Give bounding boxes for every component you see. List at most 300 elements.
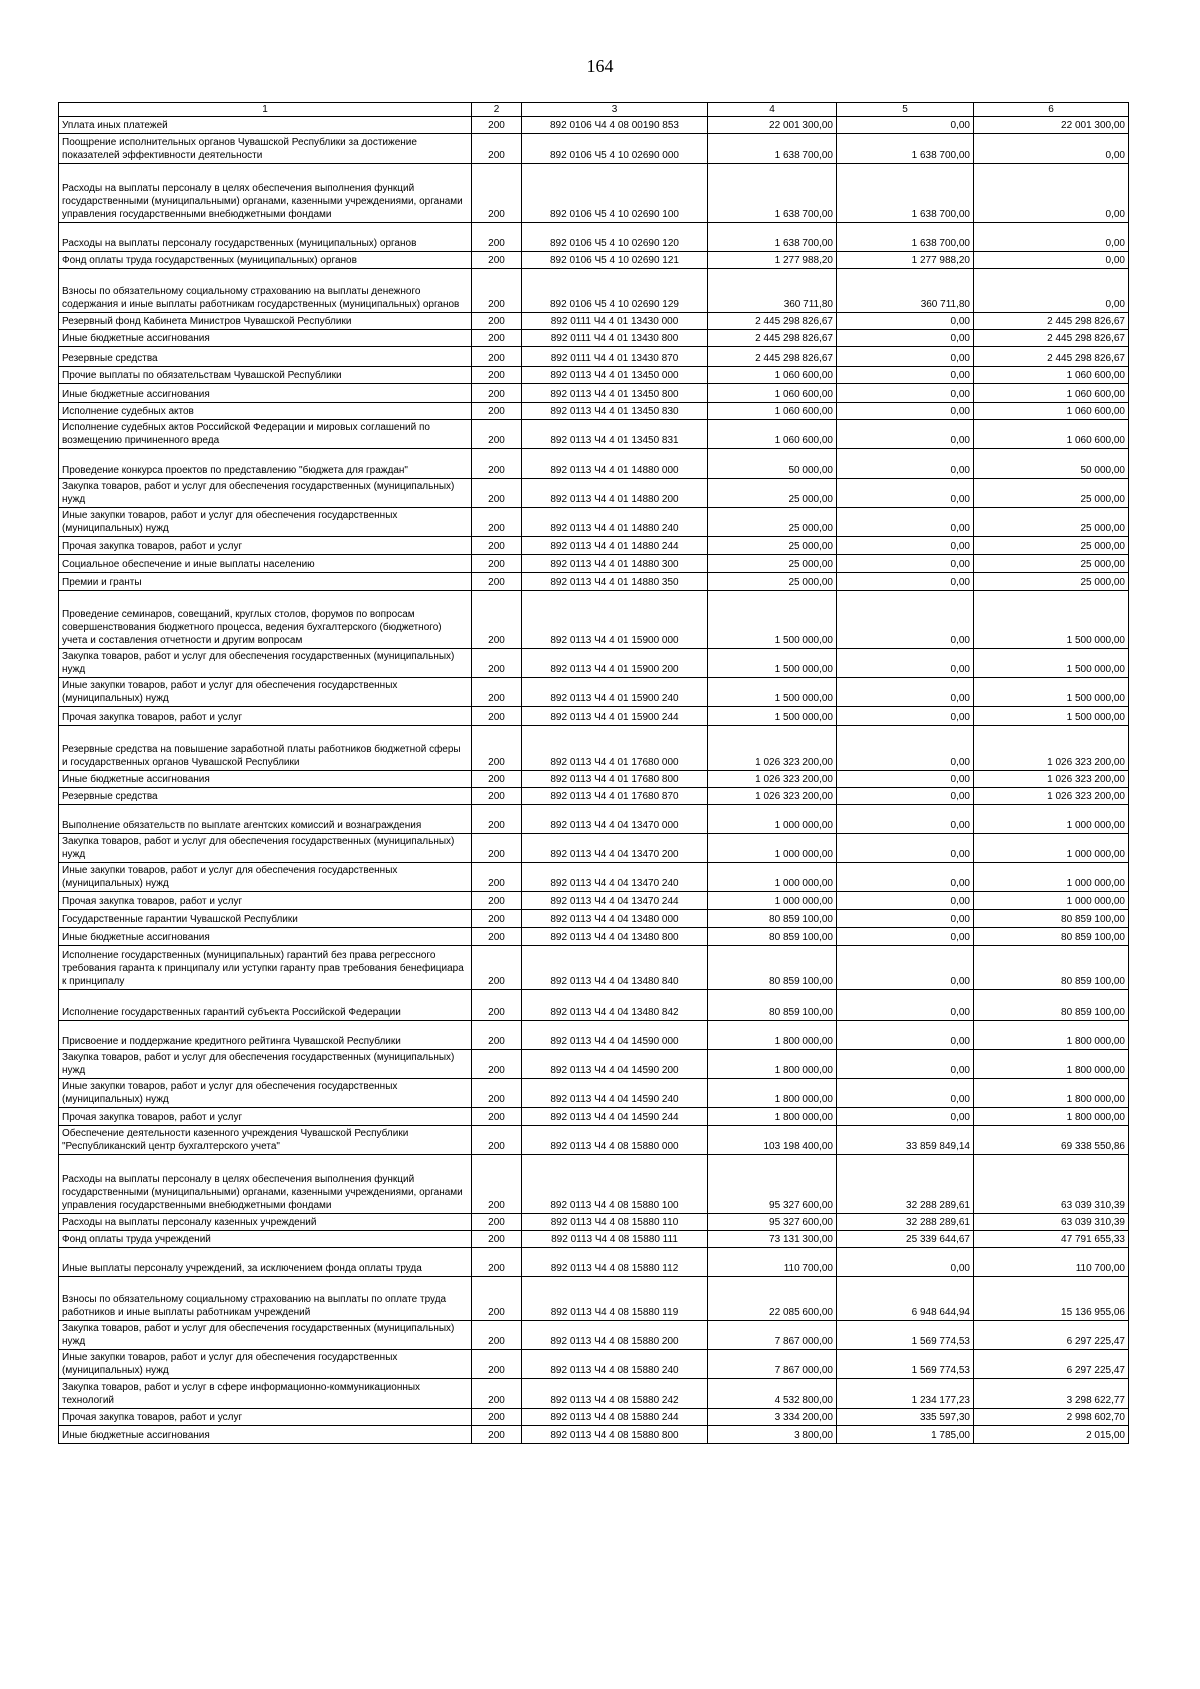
item-name-cell: Прочая закупка товаров, работ и услуг [59, 892, 472, 910]
amount-col6-cell: 1 500 000,00 [974, 649, 1129, 678]
amount-col5-cell: 0,00 [837, 330, 974, 347]
status-code-cell: 200 [472, 928, 522, 946]
status-code-cell: 200 [472, 1379, 522, 1409]
status-code-cell: 200 [472, 1409, 522, 1426]
item-name-cell: Иные закупки товаров, работ и услуг для обеспечения государственных (муниципальных) нужд [59, 1350, 472, 1379]
budget-code-cell: 892 0113 Ч4 4 04 14590 240 [522, 1079, 708, 1108]
budget-code-cell: 892 0113 Ч4 4 08 15880 110 [522, 1214, 708, 1231]
amount-col5-cell: 0,00 [837, 946, 974, 990]
amount-col5-cell: 1 277 988,20 [837, 252, 974, 269]
budget-code-cell: 892 0113 Ч4 4 08 15880 244 [522, 1409, 708, 1426]
budget-code-cell: 892 0106 Ч5 4 10 02690 129 [522, 269, 708, 313]
amount-col4-cell: 25 000,00 [708, 537, 837, 555]
budget-execution-table [58, 102, 1129, 1444]
column-header: 3 [522, 103, 708, 117]
status-code-cell: 200 [472, 805, 522, 834]
amount-col5-cell: 0,00 [837, 771, 974, 788]
column-header: 6 [974, 103, 1129, 117]
item-name-cell: Закупка товаров, работ и услуг для обеспечения государственных (муниципальных) нужд [59, 834, 472, 863]
amount-col6-cell: 69 338 550,86 [974, 1126, 1129, 1155]
budget-code-cell: 892 0113 Ч4 4 04 13470 240 [522, 863, 708, 892]
amount-col4-cell: 25 000,00 [708, 573, 837, 591]
amount-col5-cell: 0,00 [837, 834, 974, 863]
table-row [59, 164, 1129, 223]
item-name-cell: Резервные средства [59, 347, 472, 367]
status-code-cell: 200 [472, 1321, 522, 1350]
table-row [59, 1350, 1129, 1379]
budget-code-cell: 892 0106 Ч5 4 10 02690 100 [522, 164, 708, 223]
table-row [59, 928, 1129, 946]
table-row [59, 990, 1129, 1021]
amount-col5-cell: 0,00 [837, 508, 974, 537]
item-name-cell: Проведение конкурса проектов по представлению "бюджета для граждан" [59, 449, 472, 479]
amount-col6-cell: 1 000 000,00 [974, 805, 1129, 834]
budget-code-cell: 892 0106 Ч5 4 10 02690 121 [522, 252, 708, 269]
status-code-cell: 200 [472, 1426, 522, 1444]
amount-col6-cell: 1 800 000,00 [974, 1050, 1129, 1079]
status-code-cell: 200 [472, 573, 522, 591]
budget-code-cell: 892 0113 Ч4 4 01 13450 831 [522, 420, 708, 449]
amount-col4-cell: 360 711,80 [708, 269, 837, 313]
amount-col5-cell: 1 638 700,00 [837, 223, 974, 252]
item-name-cell: Закупка товаров, работ и услуг для обеспечения государственных (муниципальных) нужд [59, 1321, 472, 1350]
amount-col5-cell: 33 859 849,14 [837, 1126, 974, 1155]
status-code-cell: 200 [472, 269, 522, 313]
item-name-cell: Прочая закупка товаров, работ и услуг [59, 1108, 472, 1126]
amount-col5-cell: 360 711,80 [837, 269, 974, 313]
item-name-cell: Прочая закупка товаров, работ и услуг [59, 537, 472, 555]
amount-col4-cell: 25 000,00 [708, 555, 837, 573]
status-code-cell: 200 [472, 1214, 522, 1231]
table-row [59, 591, 1129, 649]
item-name-cell: Иные выплаты персоналу учреждений, за исключением фонда оплаты труда [59, 1248, 472, 1277]
amount-col4-cell: 2 445 298 826,67 [708, 347, 837, 367]
table-row [59, 863, 1129, 892]
status-code-cell: 200 [472, 1231, 522, 1248]
budget-code-cell: 892 0106 Ч4 4 08 00190 853 [522, 117, 708, 134]
amount-col6-cell: 25 000,00 [974, 573, 1129, 591]
table-row [59, 946, 1129, 990]
item-name-cell: Взносы по обязательному социальному страхованию на выплаты по оплате труда работников и иные выплаты работникам учреждений [59, 1277, 472, 1321]
amount-col5-cell: 6 948 644,94 [837, 1277, 974, 1321]
amount-col4-cell: 2 445 298 826,67 [708, 330, 837, 347]
item-name-cell: Обеспечение деятельности казенного учреждения Чувашской Республики "Республиканский центр бухгалтерского учета" [59, 1126, 472, 1155]
status-code-cell: 200 [472, 367, 522, 384]
item-name-cell: Иные бюджетные ассигнования [59, 1426, 472, 1444]
status-code-cell: 200 [472, 1126, 522, 1155]
amount-col6-cell: 2 445 298 826,67 [974, 313, 1129, 330]
budget-code-cell: 892 0113 Ч4 4 01 15900 240 [522, 678, 708, 707]
budget-code-cell: 892 0113 Ч4 4 08 15880 800 [522, 1426, 708, 1444]
table-row [59, 508, 1129, 537]
amount-col5-cell: 0,00 [837, 403, 974, 420]
budget-code-cell: 892 0113 Ч4 4 04 14590 000 [522, 1021, 708, 1050]
item-name-cell: Исполнение государственных гарантий субъекта Российской Федерации [59, 990, 472, 1021]
status-code-cell: 200 [472, 771, 522, 788]
status-code-cell: 200 [472, 649, 522, 678]
table-row [59, 707, 1129, 726]
amount-col6-cell: 25 000,00 [974, 537, 1129, 555]
budget-code-cell: 892 0113 Ч4 4 04 13480 840 [522, 946, 708, 990]
status-code-cell: 200 [472, 164, 522, 223]
table-row [59, 1426, 1129, 1444]
amount-col5-cell: 0,00 [837, 117, 974, 134]
budget-code-cell: 892 0113 Ч4 4 04 13470 000 [522, 805, 708, 834]
amount-col5-cell: 0,00 [837, 649, 974, 678]
budget-code-cell: 892 0113 Ч4 4 01 14880 350 [522, 573, 708, 591]
status-code-cell: 200 [472, 678, 522, 707]
amount-col5-cell: 335 597,30 [837, 1409, 974, 1426]
table-row [59, 1108, 1129, 1126]
table-row [59, 117, 1129, 134]
amount-col4-cell: 7 867 000,00 [708, 1321, 837, 1350]
item-name-cell: Иные закупки товаров, работ и услуг для обеспечения государственных (муниципальных) нужд [59, 678, 472, 707]
table-row [59, 788, 1129, 805]
status-code-cell: 200 [472, 117, 522, 134]
amount-col6-cell: 63 039 310,39 [974, 1214, 1129, 1231]
page-number: 164 [586, 56, 614, 76]
amount-col6-cell: 1 060 600,00 [974, 403, 1129, 420]
budget-code-cell: 892 0113 Ч4 4 01 17680 800 [522, 771, 708, 788]
amount-col5-cell: 0,00 [837, 805, 974, 834]
budget-code-cell: 892 0113 Ч4 4 04 13470 244 [522, 892, 708, 910]
status-code-cell: 200 [472, 1155, 522, 1214]
item-name-cell: Иные бюджетные ассигнования [59, 384, 472, 403]
budget-code-cell: 892 0113 Ч4 4 08 15880 000 [522, 1126, 708, 1155]
budget-code-cell: 892 0111 Ч4 4 01 13430 870 [522, 347, 708, 367]
budget-code-cell: 892 0113 Ч4 4 08 15880 112 [522, 1248, 708, 1277]
amount-col6-cell: 0,00 [974, 164, 1129, 223]
amount-col4-cell: 80 859 100,00 [708, 946, 837, 990]
amount-col6-cell: 2 015,00 [974, 1426, 1129, 1444]
amount-col6-cell: 80 859 100,00 [974, 928, 1129, 946]
amount-col4-cell: 1 500 000,00 [708, 707, 837, 726]
amount-col5-cell: 25 339 644,67 [837, 1231, 974, 1248]
budget-code-cell: 892 0111 Ч4 4 01 13430 000 [522, 313, 708, 330]
amount-col4-cell: 25 000,00 [708, 508, 837, 537]
status-code-cell: 200 [472, 313, 522, 330]
amount-col5-cell: 32 288 289,61 [837, 1214, 974, 1231]
budget-code-cell: 892 0113 Ч4 4 01 14880 244 [522, 537, 708, 555]
amount-col5-cell: 1 785,00 [837, 1426, 974, 1444]
amount-col6-cell: 6 297 225,47 [974, 1321, 1129, 1350]
amount-col6-cell: 1 060 600,00 [974, 367, 1129, 384]
amount-col4-cell: 1 000 000,00 [708, 834, 837, 863]
column-header: 5 [837, 103, 974, 117]
table-row [59, 134, 1129, 164]
status-code-cell: 200 [472, 990, 522, 1021]
item-name-cell: Поощрение исполнительных органов Чувашской Республики за достижение показателей эффективности деятельности [59, 134, 472, 164]
status-code-cell: 200 [472, 788, 522, 805]
amount-col5-cell: 0,00 [837, 990, 974, 1021]
budget-code-cell: 892 0113 Ч4 4 01 13450 830 [522, 403, 708, 420]
budget-code-cell: 892 0113 Ч4 4 04 14590 244 [522, 1108, 708, 1126]
table-row [59, 771, 1129, 788]
table-row [59, 1409, 1129, 1426]
status-code-cell: 200 [472, 420, 522, 449]
amount-col6-cell: 80 859 100,00 [974, 946, 1129, 990]
status-code-cell: 200 [472, 1248, 522, 1277]
amount-col4-cell: 1 800 000,00 [708, 1079, 837, 1108]
amount-col5-cell: 0,00 [837, 347, 974, 367]
item-name-cell: Исполнение судебных актов Российской Федерации и мировых соглашений по возмещению причиненного вреда [59, 420, 472, 449]
amount-col4-cell: 1 026 323 200,00 [708, 726, 837, 771]
budget-code-cell: 892 0106 Ч5 4 10 02690 000 [522, 134, 708, 164]
table-row [59, 555, 1129, 573]
amount-col6-cell: 25 000,00 [974, 508, 1129, 537]
amount-col6-cell: 1 000 000,00 [974, 892, 1129, 910]
budget-code-cell: 892 0111 Ч4 4 01 13430 800 [522, 330, 708, 347]
status-code-cell: 200 [472, 479, 522, 508]
item-name-cell: Расходы на выплаты персоналу в целях обеспечения выполнения функций государственными (муниципальными) органами, казенными учреждениями, органами управления государственными внебюджетными фондами [59, 164, 472, 223]
item-name-cell: Закупка товаров, работ и услуг для обеспечения государственных (муниципальных) нужд [59, 479, 472, 508]
item-name-cell: Иные закупки товаров, работ и услуг для обеспечения государственных (муниципальных) нужд [59, 508, 472, 537]
budget-code-cell: 892 0113 Ч4 4 08 15880 240 [522, 1350, 708, 1379]
item-name-cell: Иные бюджетные ассигнования [59, 771, 472, 788]
amount-col4-cell: 3 334 200,00 [708, 1409, 837, 1426]
amount-col6-cell: 1 060 600,00 [974, 420, 1129, 449]
amount-col5-cell: 0,00 [837, 1108, 974, 1126]
amount-col6-cell: 1 060 600,00 [974, 384, 1129, 403]
amount-col6-cell: 1 026 323 200,00 [974, 788, 1129, 805]
amount-col6-cell: 2 445 298 826,67 [974, 347, 1129, 367]
amount-col4-cell: 80 859 100,00 [708, 928, 837, 946]
item-name-cell: Прочая закупка товаров, работ и услуг [59, 1409, 472, 1426]
amount-col4-cell: 1 500 000,00 [708, 649, 837, 678]
item-name-cell: Иные закупки товаров, работ и услуг для обеспечения государственных (муниципальных) нужд [59, 863, 472, 892]
amount-col6-cell: 25 000,00 [974, 479, 1129, 508]
amount-col5-cell: 0,00 [837, 1248, 974, 1277]
item-name-cell: Иные бюджетные ассигнования [59, 928, 472, 946]
item-name-cell: Проведение семинаров, совещаний, круглых столов, форумов по вопросам совершенствования бюджетного процесса, ведения бухгалтерского (бюджетного) учета и составления отчетности и другим вопросам [59, 591, 472, 649]
amount-col6-cell: 2 445 298 826,67 [974, 330, 1129, 347]
amount-col6-cell: 1 026 323 200,00 [974, 771, 1129, 788]
table-row [59, 649, 1129, 678]
amount-col4-cell: 1 000 000,00 [708, 863, 837, 892]
table-row [59, 1248, 1129, 1277]
item-name-cell: Государственные гарантии Чувашской Республики [59, 910, 472, 928]
amount-col6-cell: 6 297 225,47 [974, 1350, 1129, 1379]
status-code-cell: 200 [472, 892, 522, 910]
table-row [59, 1379, 1129, 1409]
budget-code-cell: 892 0113 Ч4 4 04 13480 800 [522, 928, 708, 946]
amount-col4-cell: 3 800,00 [708, 1426, 837, 1444]
amount-col6-cell: 1 000 000,00 [974, 863, 1129, 892]
amount-col4-cell: 1 060 600,00 [708, 420, 837, 449]
status-code-cell: 200 [472, 223, 522, 252]
item-name-cell: Фонд оплаты труда государственных (муниципальных) органов [59, 252, 472, 269]
budget-code-cell: 892 0113 Ч4 4 01 13450 800 [522, 384, 708, 403]
amount-col6-cell: 80 859 100,00 [974, 990, 1129, 1021]
amount-col6-cell: 1 026 323 200,00 [974, 726, 1129, 771]
column-number-header-row [59, 103, 1129, 117]
table-row [59, 1231, 1129, 1248]
amount-col5-cell: 0,00 [837, 479, 974, 508]
column-header: 1 [59, 103, 472, 117]
item-name-cell: Расходы на выплаты персоналу в целях обеспечения выполнения функций государственными (муниципальными) органами, казенными учреждениями, органами управления государственными внебюджетными фондами [59, 1155, 472, 1214]
table-row [59, 347, 1129, 367]
item-name-cell: Выполнение обязательств по выплате агентских комиссий и вознаграждения [59, 805, 472, 834]
amount-col4-cell: 95 327 600,00 [708, 1155, 837, 1214]
amount-col6-cell: 0,00 [974, 252, 1129, 269]
amount-col5-cell: 0,00 [837, 449, 974, 479]
budget-code-cell: 892 0113 Ч4 4 01 14880 240 [522, 508, 708, 537]
amount-col5-cell: 0,00 [837, 537, 974, 555]
status-code-cell: 200 [472, 403, 522, 420]
item-name-cell: Резервный фонд Кабинета Министров Чувашской Республики [59, 313, 472, 330]
amount-col5-cell: 0,00 [837, 367, 974, 384]
table-row [59, 573, 1129, 591]
budget-code-cell: 892 0113 Ч4 4 01 15900 200 [522, 649, 708, 678]
amount-col5-cell: 1 569 774,53 [837, 1321, 974, 1350]
amount-col4-cell: 1 500 000,00 [708, 678, 837, 707]
table-row [59, 367, 1129, 384]
table-row [59, 1079, 1129, 1108]
amount-col4-cell: 22 001 300,00 [708, 117, 837, 134]
status-code-cell: 200 [472, 726, 522, 771]
amount-col5-cell: 1 234 177,23 [837, 1379, 974, 1409]
item-name-cell: Резервные средства [59, 788, 472, 805]
item-name-cell: Фонд оплаты труда учреждений [59, 1231, 472, 1248]
status-code-cell: 200 [472, 946, 522, 990]
amount-col6-cell: 1 000 000,00 [974, 834, 1129, 863]
amount-col5-cell: 1 569 774,53 [837, 1350, 974, 1379]
table-row [59, 313, 1129, 330]
amount-col4-cell: 1 800 000,00 [708, 1050, 837, 1079]
amount-col6-cell: 0,00 [974, 134, 1129, 164]
amount-col4-cell: 1 800 000,00 [708, 1021, 837, 1050]
table-row [59, 269, 1129, 313]
table-row [59, 910, 1129, 928]
status-code-cell: 200 [472, 134, 522, 164]
status-code-cell: 200 [472, 508, 522, 537]
amount-col6-cell: 110 700,00 [974, 1248, 1129, 1277]
amount-col5-cell: 0,00 [837, 910, 974, 928]
amount-col6-cell: 1 500 000,00 [974, 678, 1129, 707]
budget-code-cell: 892 0113 Ч4 4 04 13470 200 [522, 834, 708, 863]
status-code-cell: 200 [472, 1350, 522, 1379]
amount-col5-cell: 0,00 [837, 1050, 974, 1079]
amount-col4-cell: 22 085 600,00 [708, 1277, 837, 1321]
budget-code-cell: 892 0113 Ч4 4 04 13480 842 [522, 990, 708, 1021]
amount-col5-cell: 0,00 [837, 892, 974, 910]
amount-col5-cell: 0,00 [837, 591, 974, 649]
amount-col5-cell: 0,00 [837, 1079, 974, 1108]
amount-col6-cell: 25 000,00 [974, 555, 1129, 573]
amount-col4-cell: 95 327 600,00 [708, 1214, 837, 1231]
amount-col4-cell: 1 026 323 200,00 [708, 771, 837, 788]
amount-col4-cell: 25 000,00 [708, 479, 837, 508]
table-row [59, 252, 1129, 269]
item-name-cell: Взносы по обязательному социальному страхованию на выплаты денежного содержания и иные выплаты работникам государственных (муниципальных) органов [59, 269, 472, 313]
table-row [59, 1321, 1129, 1350]
table-row [59, 330, 1129, 347]
amount-col4-cell: 1 500 000,00 [708, 591, 837, 649]
amount-col4-cell: 80 859 100,00 [708, 910, 837, 928]
amount-col5-cell: 0,00 [837, 555, 974, 573]
table-row [59, 403, 1129, 420]
amount-col6-cell: 63 039 310,39 [974, 1155, 1129, 1214]
item-name-cell: Закупка товаров, работ и услуг в сфере информационно-коммуникационных технологий [59, 1379, 472, 1409]
amount-col5-cell: 1 638 700,00 [837, 164, 974, 223]
item-name-cell: Резервные средства на повышение заработной платы работников бюджетной сферы и государственных органов Чувашской Республики [59, 726, 472, 771]
amount-col4-cell: 73 131 300,00 [708, 1231, 837, 1248]
budget-code-cell: 892 0113 Ч4 4 01 17680 870 [522, 788, 708, 805]
item-name-cell: Расходы на выплаты персоналу казенных учреждений [59, 1214, 472, 1231]
item-name-cell: Закупка товаров, работ и услуг для обеспечения государственных (муниципальных) нужд [59, 649, 472, 678]
item-name-cell: Исполнение государственных (муниципальных) гарантий без права регрессного требования гаранта к принципалу или уступки гаранту прав требования бенефициара к принципалу [59, 946, 472, 990]
budget-code-cell: 892 0113 Ч4 4 01 14880 300 [522, 555, 708, 573]
item-name-cell: Иные закупки товаров, работ и услуг для обеспечения государственных (муниципальных) нужд [59, 1079, 472, 1108]
table-row [59, 1277, 1129, 1321]
amount-col5-cell: 0,00 [837, 726, 974, 771]
table-row [59, 1126, 1129, 1155]
table-row [59, 834, 1129, 863]
status-code-cell: 200 [472, 863, 522, 892]
amount-col4-cell: 7 867 000,00 [708, 1350, 837, 1379]
item-name-cell: Премии и гранты [59, 573, 472, 591]
amount-col4-cell: 2 445 298 826,67 [708, 313, 837, 330]
amount-col6-cell: 47 791 655,33 [974, 1231, 1129, 1248]
status-code-cell: 200 [472, 555, 522, 573]
table-row [59, 537, 1129, 555]
budget-code-cell: 892 0113 Ч4 4 01 14880 000 [522, 449, 708, 479]
amount-col6-cell: 15 136 955,06 [974, 1277, 1129, 1321]
amount-col4-cell: 1 638 700,00 [708, 223, 837, 252]
item-name-cell: Закупка товаров, работ и услуг для обеспечения государственных (муниципальных) нужд [59, 1050, 472, 1079]
amount-col5-cell: 0,00 [837, 1021, 974, 1050]
amount-col5-cell: 0,00 [837, 928, 974, 946]
table-row [59, 449, 1129, 479]
status-code-cell: 200 [472, 834, 522, 863]
column-header: 2 [472, 103, 522, 117]
status-code-cell: 200 [472, 252, 522, 269]
table-body [59, 117, 1129, 1444]
status-code-cell: 200 [472, 537, 522, 555]
amount-col5-cell: 0,00 [837, 678, 974, 707]
amount-col4-cell: 103 198 400,00 [708, 1126, 837, 1155]
amount-col6-cell: 1 800 000,00 [974, 1021, 1129, 1050]
amount-col4-cell: 110 700,00 [708, 1248, 837, 1277]
amount-col4-cell: 1 800 000,00 [708, 1108, 837, 1126]
amount-col5-cell: 1 638 700,00 [837, 134, 974, 164]
amount-col5-cell: 0,00 [837, 313, 974, 330]
item-name-cell: Присвоение и поддержание кредитного рейтинга Чувашской Республики [59, 1021, 472, 1050]
budget-code-cell: 892 0113 Ч4 4 08 15880 119 [522, 1277, 708, 1321]
amount-col4-cell: 1 060 600,00 [708, 367, 837, 384]
status-code-cell: 200 [472, 1021, 522, 1050]
amount-col5-cell: 0,00 [837, 863, 974, 892]
status-code-cell: 200 [472, 1050, 522, 1079]
table-row [59, 1021, 1129, 1050]
table-row [59, 1214, 1129, 1231]
amount-col4-cell: 1 000 000,00 [708, 805, 837, 834]
table-row [59, 1155, 1129, 1214]
budget-code-cell: 892 0113 Ч4 4 01 14880 200 [522, 479, 708, 508]
budget-code-cell: 892 0113 Ч4 4 04 14590 200 [522, 1050, 708, 1079]
table-row [59, 384, 1129, 403]
amount-col4-cell: 80 859 100,00 [708, 990, 837, 1021]
amount-col6-cell: 1 800 000,00 [974, 1079, 1129, 1108]
status-code-cell: 200 [472, 347, 522, 367]
amount-col5-cell: 0,00 [837, 420, 974, 449]
status-code-cell: 200 [472, 910, 522, 928]
amount-col4-cell: 1 060 600,00 [708, 403, 837, 420]
amount-col4-cell: 1 060 600,00 [708, 384, 837, 403]
table-row [59, 726, 1129, 771]
amount-col6-cell: 0,00 [974, 269, 1129, 313]
status-code-cell: 200 [472, 330, 522, 347]
